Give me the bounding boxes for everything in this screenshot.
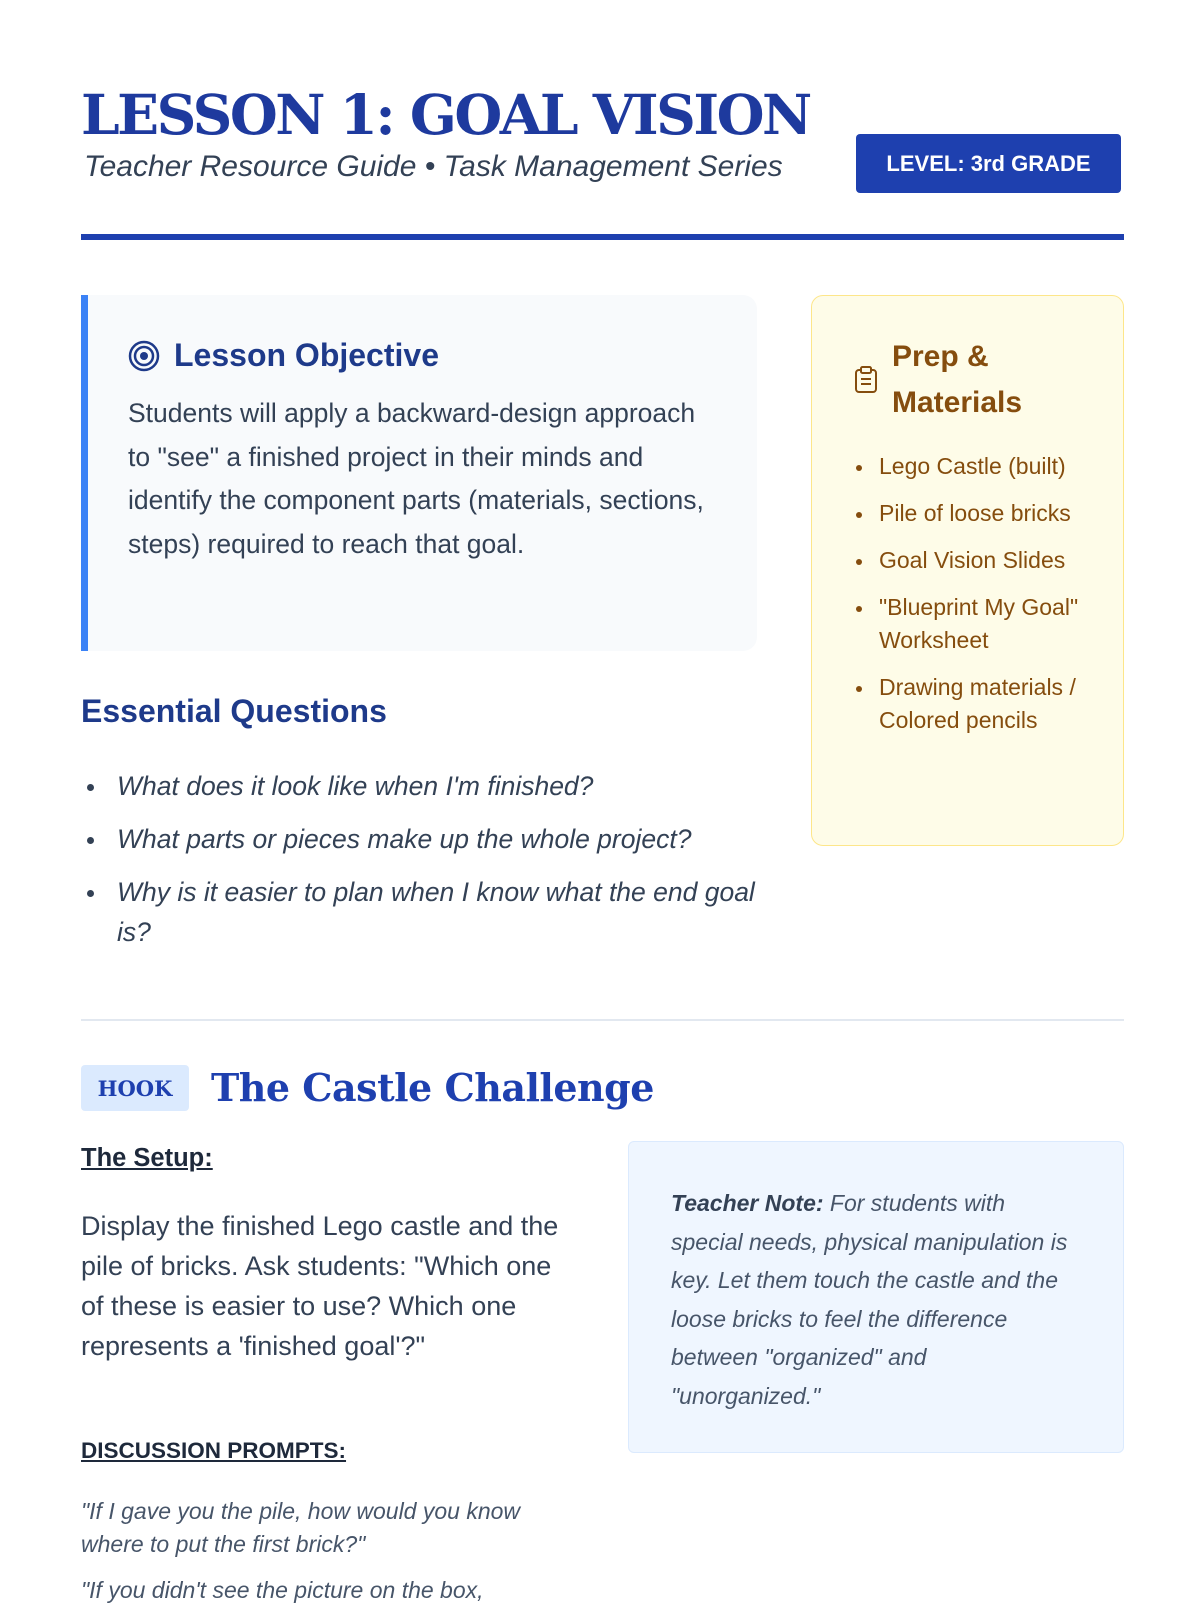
setup-text: Display the finished Lego castle and the pile of bricks. Ask students: "Which one of these is easier to use? Which one represents a 'finished goal'?"	[81, 1211, 559, 1361]
clipboard-icon	[854, 366, 878, 394]
teacher-note-card	[628, 1141, 1124, 1453]
hook-badge: HOOK	[81, 1065, 189, 1111]
level-badge: LEVEL: 3rd GRADE	[856, 134, 1121, 193]
prep-materials-card	[811, 295, 1124, 846]
hook-title: The Castle Challenge	[211, 1065, 654, 1110]
teacher-note	[671, 1184, 1081, 1415]
essential-question: What does it look like when I'm finished?	[81, 766, 757, 806]
essential-question: What parts or pieces make up the whole project?	[81, 819, 757, 859]
prep-header	[854, 334, 1094, 426]
teacher-note-label: Teacher Note:	[671, 1190, 824, 1216]
material-item: Drawing materials / Colored pencils	[854, 671, 1094, 737]
objective-title: Lesson Objective	[174, 337, 439, 373]
page-title: LESSON 1: GOAL VISION	[81, 82, 810, 147]
objective-text: Students will apply a backward-design approach to "see" a finished project in their minds and identify the component parts (materials, sections, steps) required to reach that goal.	[128, 398, 704, 559]
section-divider	[81, 1019, 1124, 1021]
discussion-prompt: "If I gave you the pile, how would you know where to put the first brick?"	[81, 1498, 521, 1557]
essential-questions-list	[81, 766, 757, 965]
header-divider	[81, 234, 1124, 240]
essential-questions-title: Essential Questions	[81, 693, 387, 729]
target-icon	[128, 340, 160, 372]
lesson-page	[81, 0, 1124, 1603]
setup-label: The Setup:	[81, 1144, 213, 1172]
lesson-objective-card	[81, 295, 757, 651]
material-item: "Blueprint My Goal" Worksheet	[854, 591, 1094, 657]
materials-list	[854, 450, 1094, 751]
material-item: Lego Castle (built)	[854, 450, 1094, 483]
discussion-prompts-label: DISCUSSION PROMPTS:	[81, 1438, 347, 1463]
essential-question: Why is it easier to plan when I know what the end goal is?	[81, 872, 757, 952]
objective-header	[128, 337, 439, 374]
page-subtitle: Teacher Resource Guide • Task Management Series	[84, 150, 783, 183]
discussion-prompts	[81, 1495, 581, 1620]
discussion-prompt: "If you didn't see the picture on the box,	[81, 1577, 484, 1603]
prep-title: Prep & Materials	[892, 340, 1023, 419]
teacher-note-text: For students with special needs, physical manipulation is key. Let them touch the castle and the loose bricks to feel the difference between "organized" and "unorganized."	[671, 1190, 1068, 1409]
material-item: Pile of loose bricks	[854, 497, 1094, 530]
material-item: Goal Vision Slides	[854, 544, 1094, 577]
